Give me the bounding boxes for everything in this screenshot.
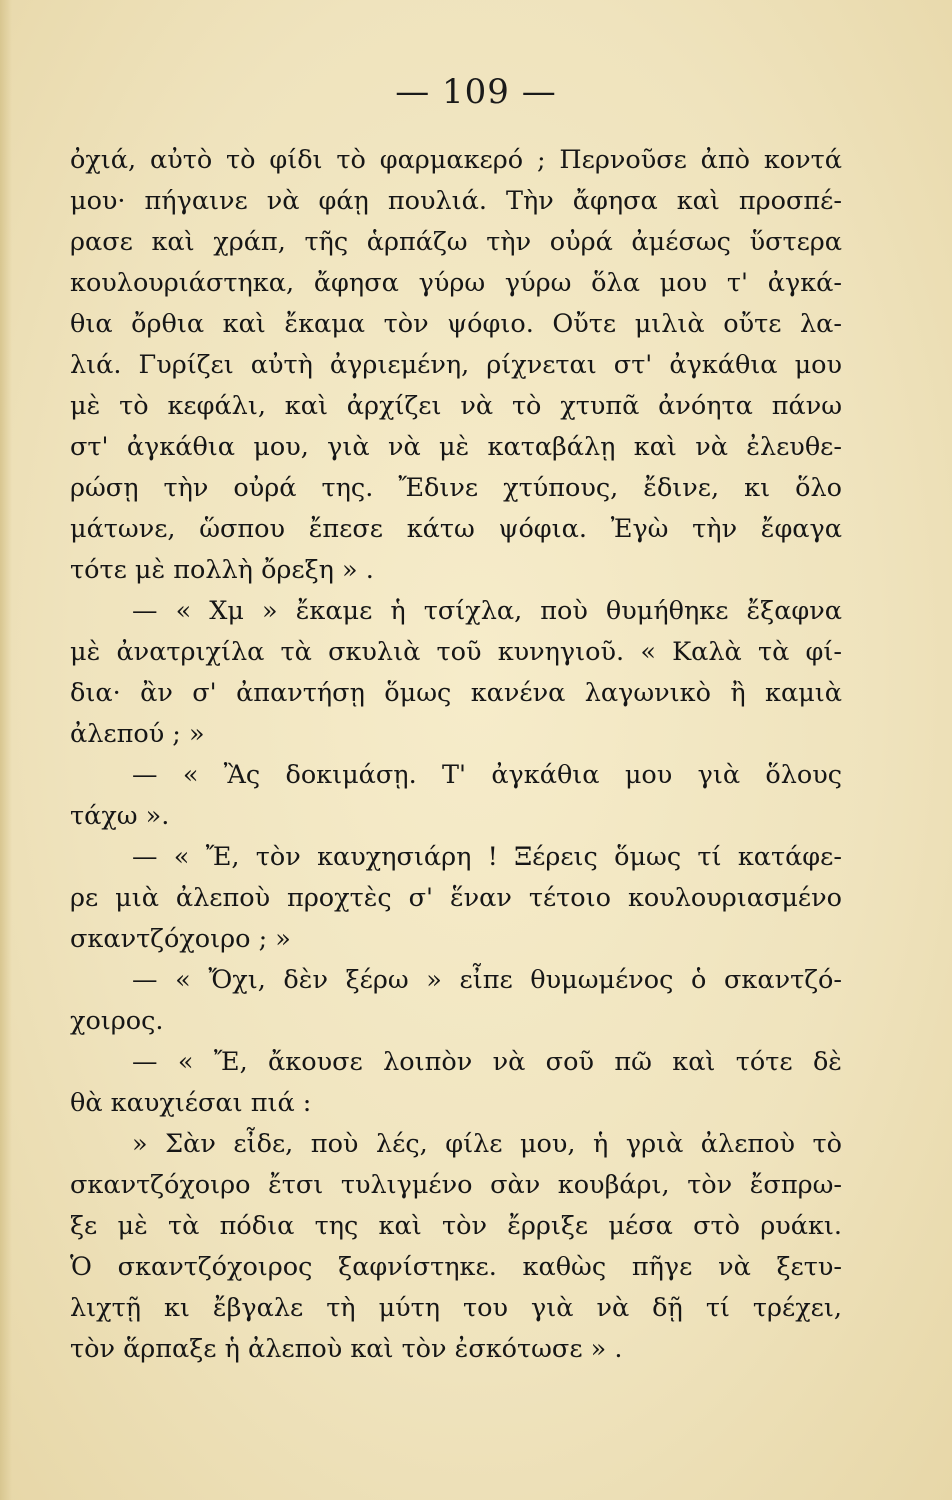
text-line: ρασε καὶ χράπ, τῆς ἁρπάζω τὴν οὐρά ἀμέσως ὕστερα <box>70 227 842 257</box>
text-line: Ὁ σκαντζόχοιρος ξαφνίστηκε. καθὼς πῆγε νὰ ξετυ- <box>70 1252 842 1282</box>
text-line: — « Ἂς δοκιμάσῃ. Τ' ἀγκάθια μου γιὰ ὅλους <box>132 760 842 790</box>
text-line: θια ὄρθια καὶ ἔκαμα τὸν ψόφιο. Οὔτε μιλιὰ οὔτε λα- <box>70 309 842 339</box>
text-line: τότε μὲ πολλὴ ὄρεξη » . <box>70 555 374 585</box>
text-line: σκαντζόχοιρο ; » <box>70 924 291 954</box>
text-line: ξε μὲ τὰ πόδια της καὶ τὸν ἔρριξε μέσα στὸ ρυάκι. <box>70 1211 842 1241</box>
text-line: ρε μιὰ ἀλεποὺ προχτὲς σ' ἕναν τέτοιο κουλουριασμένο <box>70 883 842 913</box>
text-line: ὀχιά, αὐτὸ τὸ φίδι τὸ φαρμακερό ; Περνοῦσε ἀπὸ κοντά <box>70 145 842 175</box>
text-line: μὲ τὸ κεφάλι, καὶ ἀρχίζει νὰ τὸ χτυπᾶ ἀνόητα πάνω <box>70 391 842 421</box>
text-line: θὰ καυχιέσαι πιά : <box>70 1088 312 1118</box>
body-text <box>70 140 842 1370</box>
text-line: μου· πήγαινε νὰ φάῃ πουλιά. Τὴν ἄφησα καὶ προσπέ- <box>70 186 842 216</box>
page-edge-shadow <box>0 0 12 1500</box>
text-line: ρώσῃ τὴν οὐρά της. Ἔδινε χτύπους, ἔδινε, κι ὅλο <box>70 473 842 503</box>
text-line: δια· ἂν σ' ἀπαντήσῃ ὅμως κανένα λαγωνικὸ ἢ καμιὰ <box>70 678 842 708</box>
text-line: — « Ἔ, τὸν καυχησιάρη ! Ξέρεις ὅμως τί κατάφε- <box>132 842 842 872</box>
text-line: ἀλεπού ; » <box>70 719 205 749</box>
text-line: μάτωνε, ὥσπου ἔπεσε κάτω ψόφια. Ἐγὼ τὴν ἔφαγα <box>70 514 842 544</box>
text-line: σκαντζόχοιρο ἔτσι τυλιγμένο σὰν κουβάρι, τὸν ἔσπρω- <box>70 1170 842 1200</box>
text-line: κουλουριάστηκα, ἄφησα γύρω γύρω ὅλα μου τ' ἀγκά- <box>70 268 842 298</box>
text-line: — « Χμ » ἔκαμε ἡ τσίχλα, ποὺ θυμήθηκε ἔξαφνα <box>132 596 842 626</box>
page-number: — 109 — <box>395 72 557 112</box>
text-line: — « Ὄχι, δὲν ξέρω » εἶπε θυμωμένος ὁ σκαντζό- <box>132 965 842 995</box>
text-line: μὲ ἀνατριχίλα τὰ σκυλιὰ τοῦ κυνηγιοῦ. « Καλὰ τὰ φί- <box>70 637 842 667</box>
text-line: στ' ἀγκάθια μου, γιὰ νὰ μὲ καταβάλῃ καὶ νὰ ἐλευθε- <box>70 432 842 462</box>
text-line: τὸν ἅρπαξε ἡ ἀλεποὺ καὶ τὸν ἐσκότωσε » . <box>70 1334 623 1364</box>
text-line: λιά. Γυρίζει αὐτὴ ἀγριεμένη, ρίχνεται στ' ἀγκάθια μου <box>70 350 842 380</box>
text-line: — « Ἔ, ἄκουσε λοιπὸν νὰ σοῦ πῶ καὶ τότε δὲ <box>132 1047 842 1077</box>
text-line: χοιρος. <box>70 1006 164 1036</box>
text-line: λιχτῇ κι ἔβγαλε τὴ μύτη του γιὰ νὰ δῇ τί τρέχει, <box>70 1293 842 1323</box>
text-line: τάχω ». <box>70 801 170 831</box>
text-line: » Σὰν εἶδε, ποὺ λές, φίλε μου, ἡ γριὰ ἀλεποὺ τὸ <box>132 1129 842 1159</box>
